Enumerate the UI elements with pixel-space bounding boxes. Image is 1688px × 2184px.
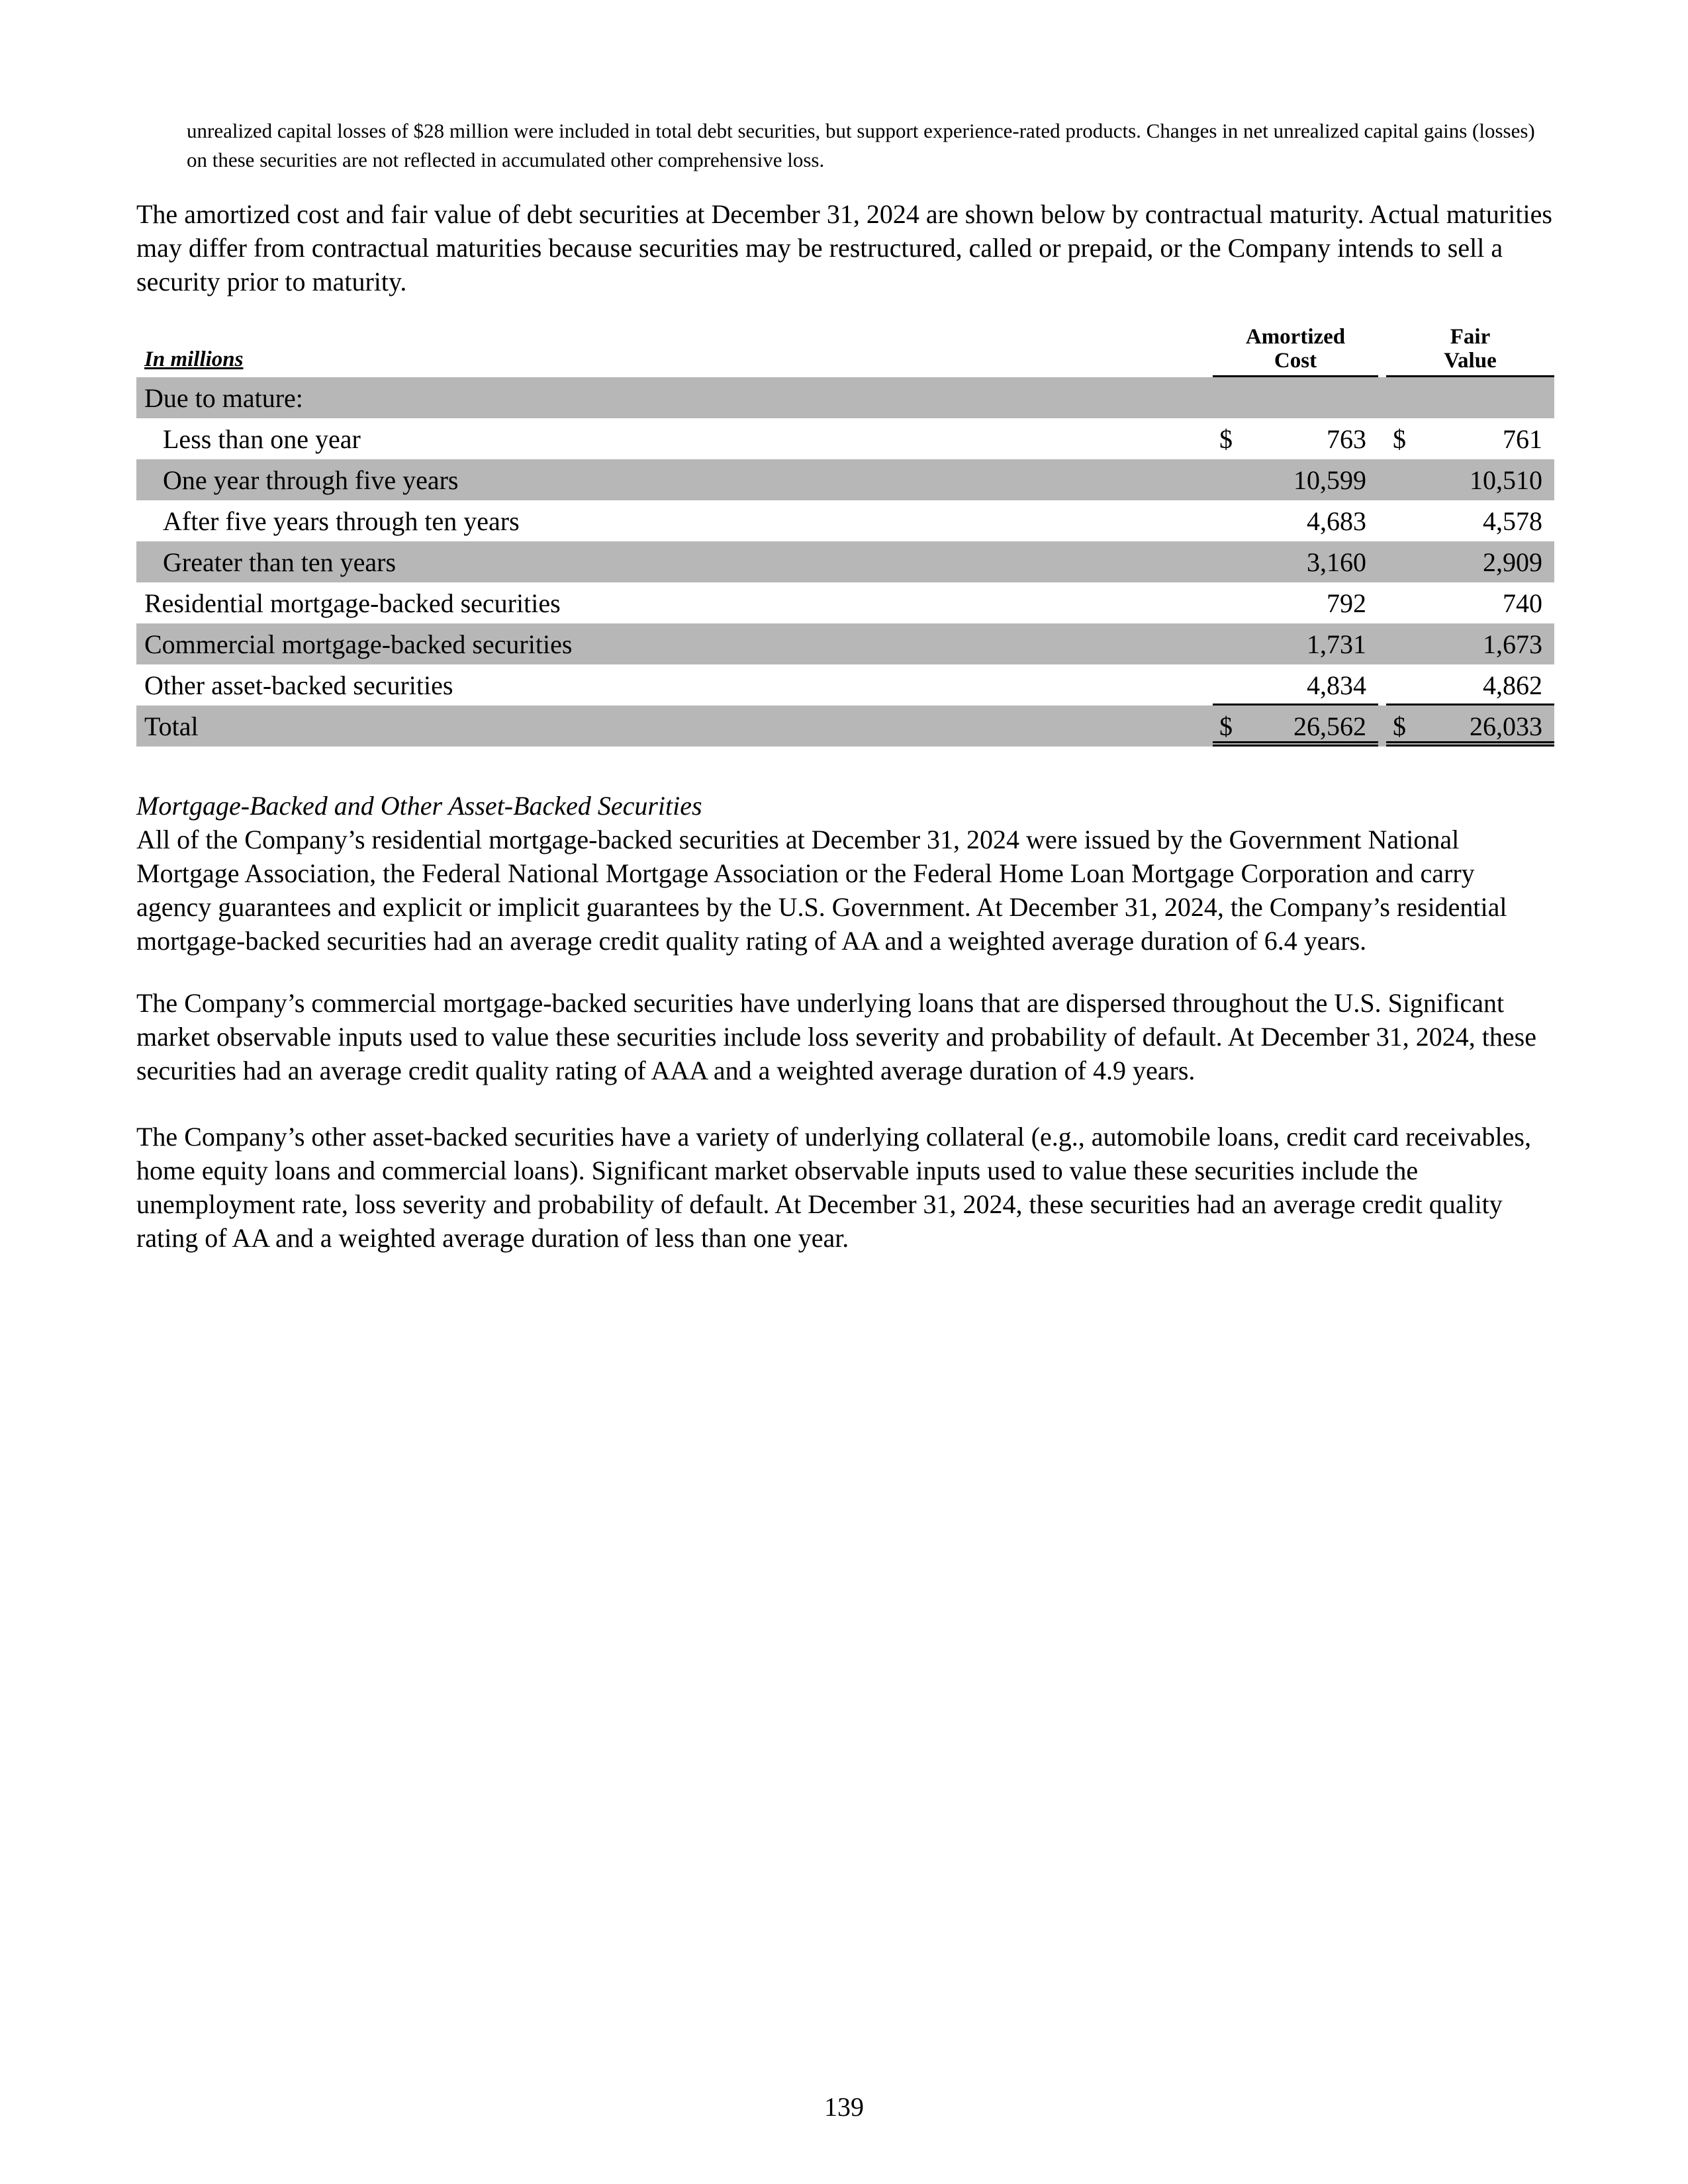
row-label: Other asset-backed securities <box>144 670 453 700</box>
row-label: Due to mature: <box>144 383 303 413</box>
amortized-cost-cell: 4,683 <box>1307 506 1366 536</box>
fair-value-total-cell: $ 26,033 <box>1386 705 1554 747</box>
table-row <box>136 541 1554 582</box>
row-label: After five years through ten years <box>163 506 520 536</box>
row-label: Residential mortgage-backed securities <box>144 588 561 618</box>
row-label: Total <box>144 711 199 741</box>
units-label: In millions <box>144 347 244 371</box>
currency-symbol: $ <box>1393 424 1406 454</box>
currency-symbol: $ <box>1219 424 1233 454</box>
fair-value-cell: $ 761 <box>1393 424 1542 454</box>
table-row <box>136 664 1554 705</box>
intro-paragraph: The amortized cost and fair value of debt securities at December 31, 2024 are shown below by contractual maturity. Actual maturities may differ from contractual maturities because securities may be restructured, called or prepaid, or the Company intends to sell a security prior to maturity. <box>136 199 1552 296</box>
abs-paragraph: The Company’s other asset-backed securities have a variety of underlying collateral (e.g., automobile loans, credit card receivables, home equity loans and commercial loans). Significant market observable inputs used to value these securities include the unemployment rate, loss severity and probability of default. At December 31, 2024, these securities had an average credit quality rating of AA and a weighted average duration of less than one year. <box>136 1122 1531 1253</box>
table-header <box>136 316 1554 377</box>
footnote-text: unrealized capital losses of $28 million were included in total debt securities, but support experience-rated products. Changes in net unrealized capital gains (losses) on these securities are not reflected in accumulated other comprehensive loss. <box>187 119 1535 171</box>
amortized-cost-header: Amortized Cost <box>1213 325 1378 377</box>
cmbs-paragraph: The Company’s commercial mortgage-backed securities have underlying loans that are dispersed throughout the U.S. Significant market observable inputs used to value these securities include loss severity and probability of default. At December 31, 2024, these securities had an average credit quality rating of AAA and a weighted average duration of 4.9 years. <box>136 988 1536 1085</box>
fair-value-cell: 4,578 <box>1483 506 1542 536</box>
row-label: Greater than ten years <box>163 547 397 577</box>
table-row <box>136 418 1554 459</box>
fair-value-cell: 2,909 <box>1483 547 1542 577</box>
amortized-cost-cell: 4,834 <box>1213 664 1378 705</box>
amortized-cost-cell: $ 763 <box>1219 424 1366 454</box>
amortized-cost-total-cell: $ 26,562 <box>1213 705 1378 747</box>
page-number: 139 <box>824 2092 864 2122</box>
mbs-section <box>136 789 1553 958</box>
amortized-cost-cell: 1,731 <box>1307 629 1366 659</box>
fair-value-header: Fair Value <box>1386 325 1554 377</box>
rmbs-paragraph: All of the Company’s residential mortgage-backed securities at December 31, 2024 were issued by the Government National Mortgage Association, the Federal National Mortgage Association or the Federal Home Loan Mortgage Corporation and carry agency guarantees and explicit or implicit guarantees by the U.S. Government. At December 31, 2024, the Company’s residential mortgage-backed securities had an average credit quality rating of AA and a weighted average duration of 6.4 years. <box>136 825 1507 956</box>
fair-value-cell: 1,673 <box>1483 629 1542 659</box>
row-label: One year through five years <box>163 465 459 495</box>
fair-value-cell: 10,510 <box>1470 465 1542 495</box>
currency-symbol: $ <box>1219 711 1233 741</box>
table-row <box>136 459 1554 500</box>
amortized-cost-cell: 792 <box>1327 588 1366 618</box>
table-row <box>136 623 1554 664</box>
maturity-table <box>136 316 1554 747</box>
amortized-cost-cell: 3,160 <box>1307 547 1366 577</box>
fair-value-cell: 740 <box>1503 588 1542 618</box>
section-heading: Mortgage-Backed and Other Asset-Backed Securities <box>136 791 702 821</box>
total-row <box>136 705 1554 747</box>
row-label: Commercial mortgage-backed securities <box>144 629 573 659</box>
table-row <box>136 582 1554 623</box>
row-label: Less than one year <box>163 424 361 454</box>
section-row-due-to-mature <box>136 377 1554 418</box>
amortized-cost-cell: 10,599 <box>1293 465 1366 495</box>
fair-value-cell: 4,862 <box>1386 664 1554 705</box>
table-row <box>136 500 1554 541</box>
currency-symbol: $ <box>1393 711 1406 741</box>
